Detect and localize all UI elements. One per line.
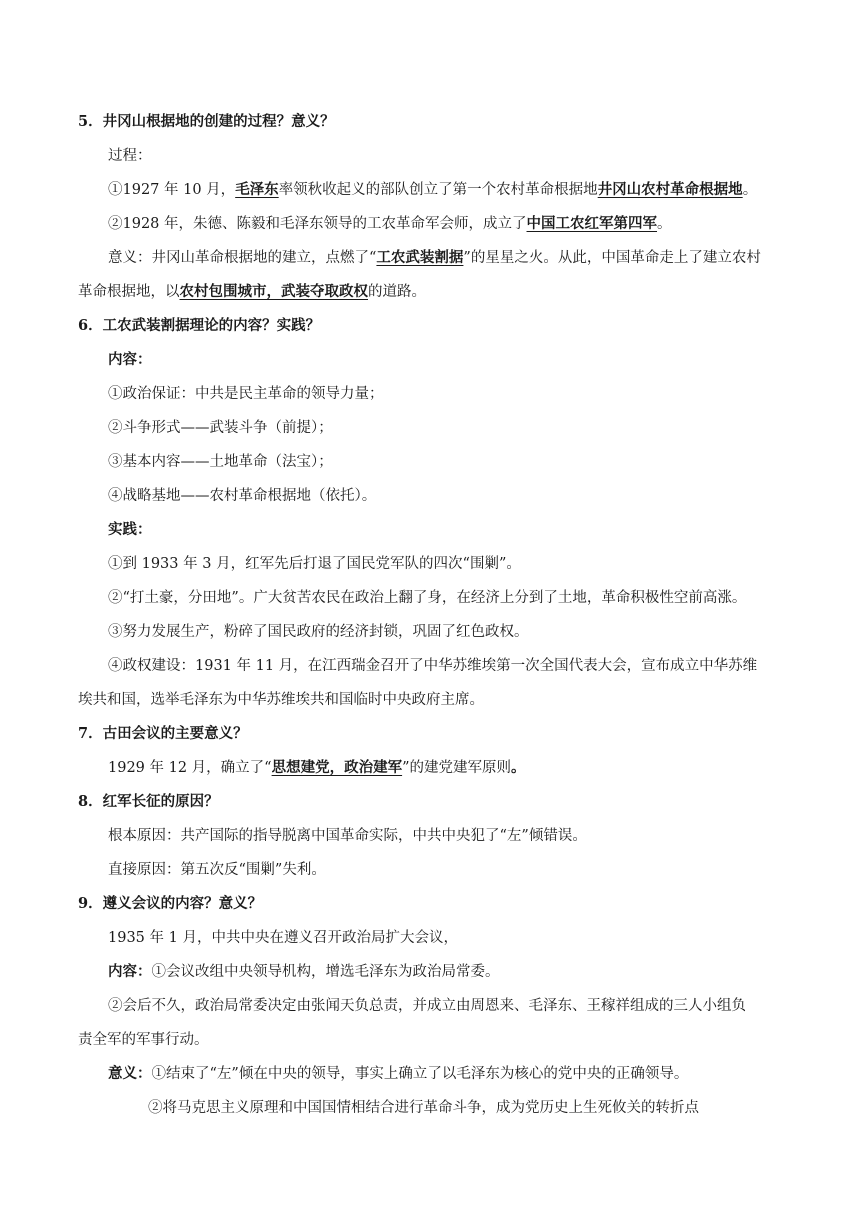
process-item-1: ①1927 年 10 月，毛泽东率领秋收起义的部队创立了第一个农村革命根据地井冈山农村革命根据地。 [108,181,758,198]
question-5-heading: 5．井冈山根据地的创建的过程？意义？ [78,113,335,130]
direct-cause: 直接原因：第五次反“围剿”失利。 [108,862,326,878]
practice-item-4-line-2: 埃共和国，选举毛泽东为中华苏维埃共和国临时中央政府主席。 [78,692,484,708]
process-item-2: ②1928 年，朱德、陈毅和毛泽东领导的工农革命军会师，成立了中国工农红军第四军。 [108,215,672,232]
content-item-3: ③基本内容——土地革命（法宝）； [108,454,333,470]
zunyi-content-1: 内容：①会议改组中央领导机构，增选毛泽东为政治局常委。 [108,963,500,980]
process-label: 过程： [108,148,152,164]
zunyi-content-2-line-1: ②会后不久，政治局常委决定由张闻天负总责，并成立由周恩来、毛泽东、王稼祥组成的三人小组负 [108,998,746,1014]
gutian-meaning: 1929 年 12 月，确立了“思想建党，政治建军”的建党建军原则。 [108,759,526,776]
meaning-line-2: 革命根据地，以农村包围城市，武装夺取政权的道路。 [78,283,426,300]
practice-item-1: ①到 1933 年 3 月，红军先后打退了国民党军队的四次“围剿”。 [108,556,521,572]
content-item-4: ④战略基地——农村革命根据地（依托）。 [108,488,377,504]
zunyi-meaning-label: 意义： [108,1065,152,1082]
content-label: 内容： [108,351,152,368]
keyword-mao-zedong: 毛泽东 [235,181,279,198]
zunyi-meaning-2: ②将马克思主义原理和中国国情相结合进行革命斗争，成为党历史上生死攸关的转折点 [148,1100,699,1116]
zunyi-content-label: 内容： [108,963,152,980]
zunyi-intro: 1935 年 1 月，中共中央在遵义召开政治局扩大会议， [108,930,458,946]
content-item-1: ①政治保证：中共是民主革命的领导力量； [108,386,384,402]
practice-label: 实践： [108,521,152,538]
keyword-encircle-cities: 农村包围城市，武装夺取政权 [179,283,368,300]
question-7-heading: 7．古田会议的主要意义？ [78,725,248,742]
zunyi-content-2-line-2: 责全军的军事行动。 [78,1032,209,1048]
keyword-armed-separatism: 工农武装割据 [376,249,464,266]
root-cause: 根本原因：共产国际的指导脱离中国革命实际，中共中央犯了“左”倾错误。 [108,828,587,844]
zunyi-meaning-1: 意义：①结束了“左”倾在中央的领导，事实上确立了以毛泽东为核心的党中央的正确领导。 [108,1065,689,1082]
content-item-2: ②斗争形式——武装斗争（前提）； [108,420,333,436]
question-6-heading: 6．工农武装割据理论的内容？实践？ [78,317,321,334]
keyword-jinggangshan-base: 井冈山农村革命根据地 [597,181,743,198]
question-8-heading: 8．红军长征的原因？ [78,793,219,810]
keyword-party-building: 思想建党，政治建军 [271,759,403,776]
practice-item-2: ②“打土豪，分田地”。广大贫苦农民在政治上翻了身，在经济上分到了土地，革命积极性空前高涨。 [108,590,747,606]
question-9-heading: 9．遵义会议的内容？意义？ [78,895,263,912]
keyword-fourth-red-army: 中国工农红军第四军 [526,215,658,232]
practice-item-4-line-1: ④政权建设：1931 年 11 月，在江西瑞金召开了中华苏维埃第一次全国代表大会，宣布成立中华苏维 [108,658,758,674]
meaning-line-1: 意义：井冈山革命根据地的建立，点燃了“工农武装割据”的星星之火。从此，中国革命走上了建立农村 [108,249,761,266]
practice-item-3: ③努力发展生产，粉碎了国民政府的经济封锁，巩固了红色政权。 [108,624,529,640]
